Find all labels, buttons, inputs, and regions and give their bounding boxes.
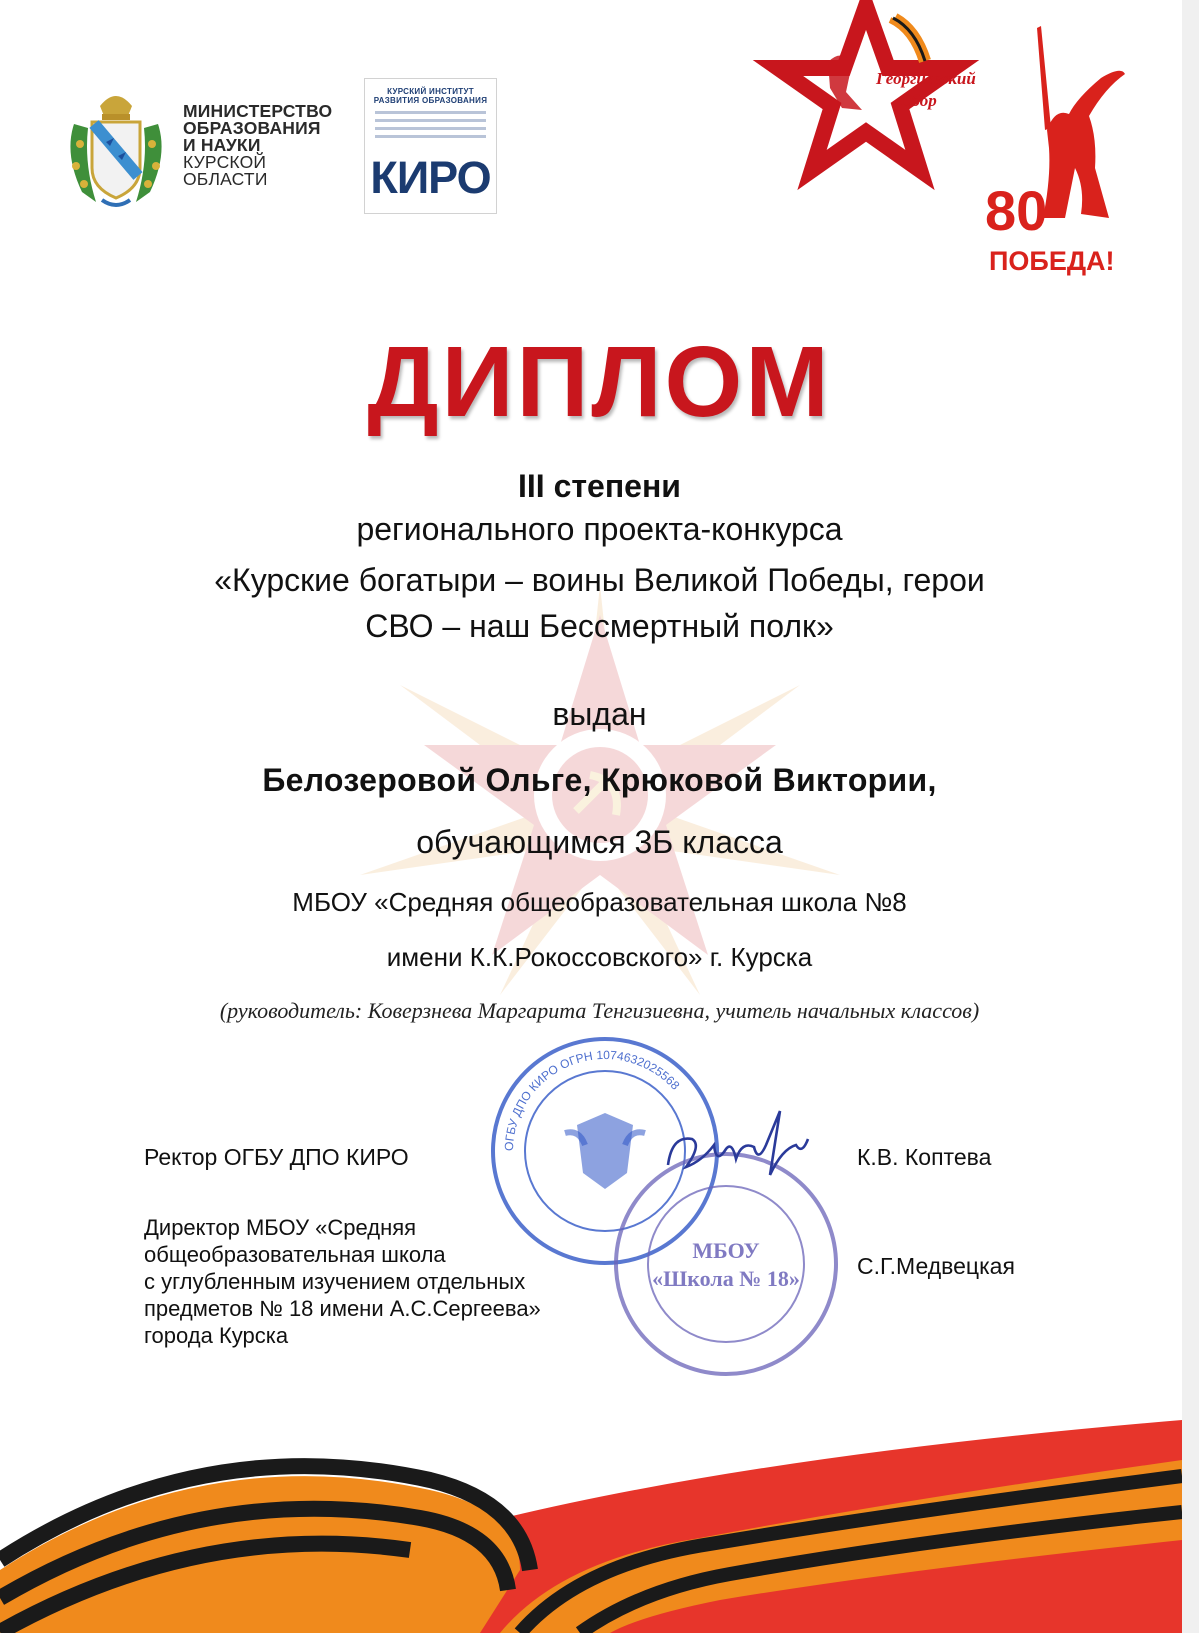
victory-text: ПОБЕДА!: [989, 246, 1115, 276]
director-line: предметов № 18 имени А.С.Сергеева»: [144, 1296, 541, 1321]
director-line: общеобразовательная школа: [144, 1242, 446, 1267]
rector-name: К.В. Коптева: [857, 1144, 992, 1170]
page-edge: [1182, 0, 1199, 1633]
georgievsky-line: Георгиевский: [876, 69, 976, 88]
director-line: Директор МБОУ «Средняя: [144, 1215, 417, 1240]
kiro-caption-line: РАЗВИТИЯ ОБРАЗОВАНИЯ: [373, 96, 488, 105]
rector-title: Ректор ОГБУ ДПО КИРО: [144, 1144, 409, 1170]
kiro-caption-line: КУРСКИЙ ИНСТИТУТ: [387, 87, 474, 96]
ministry-line: ОБРАЗОВАНИЯ: [183, 118, 321, 138]
kiro-logo: [364, 78, 497, 214]
director-line: города Курска: [144, 1323, 289, 1348]
stamp-line: МБОУ: [692, 1238, 760, 1263]
kiro-caption: [365, 87, 496, 105]
ministry-line: И НАУКИ: [183, 135, 261, 155]
director-title: [144, 1214, 541, 1349]
kursk-coat-of-arms-icon: [62, 84, 170, 212]
stamp-ring-text: ОГБУ ДПО КИРО ОГРН 1074632025568: [501, 1047, 683, 1152]
ministry-line: КУРСКОЙ: [183, 152, 267, 172]
recipients-names: Белозеровой Ольге, Крюковой Виктории,: [262, 762, 937, 798]
school-name-line2: имени К.К.Рокоссовского» г. Курска: [386, 942, 813, 972]
victory-80-emblem-icon: [985, 18, 1127, 280]
ministry-line: МИНИСТЕРСТВО: [183, 101, 333, 121]
director-name: С.Г.Медвецкая: [857, 1253, 1015, 1279]
kiro-pattern-icon: [375, 111, 486, 145]
georgievsky-sbor-star-icon: [772, 0, 976, 175]
ministry-line: ОБЛАСТИ: [183, 169, 268, 189]
handwritten-signature-icon: [662, 1105, 812, 1195]
kiro-wordmark: КИРО: [370, 152, 491, 203]
contest-line: «Курские богатыри – воины Великой Победы, герои: [214, 562, 985, 598]
school-name-line1: МБОУ «Средняя общеобразовательная школа №8: [292, 887, 907, 917]
recipients-grade: обучающимся 3Б класса: [416, 824, 783, 860]
victory-number: 80: [985, 179, 1048, 242]
ministry-name: [183, 103, 332, 188]
project-description: регионального проекта-конкурса: [356, 511, 843, 547]
diploma-title: ДИПЛОМ: [367, 326, 832, 438]
contest-line: СВО – наш Бессмертный полк»: [365, 608, 834, 644]
georgievsky-line: Сбор: [900, 91, 937, 110]
st-george-ribbon-icon: [0, 1420, 1182, 1633]
director-line: с углубленным изучением отдельных: [144, 1269, 526, 1294]
contest-name: [0, 557, 1199, 649]
issued-label: выдан: [552, 696, 647, 732]
stamp-line: «Школа № 18»: [652, 1266, 800, 1291]
project-leader: (руководитель: Коверзнева Маргарита Тенгизиевна, учитель начальных классов): [219, 998, 980, 1023]
diploma-degree: III степени: [518, 468, 681, 504]
